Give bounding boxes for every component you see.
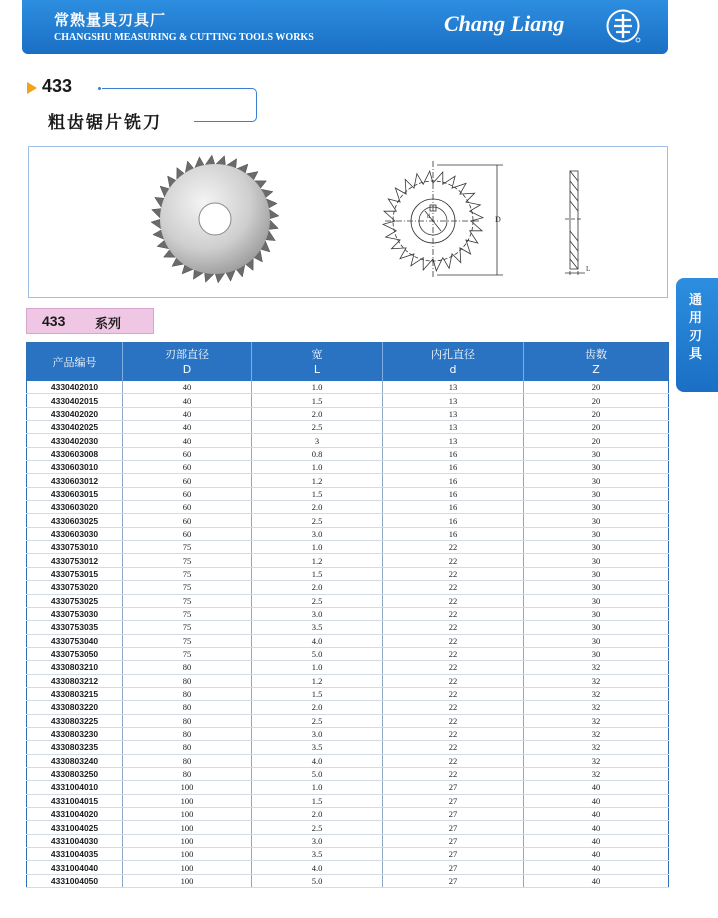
product-image-box (28, 146, 668, 298)
cell-product-code: 4330402015 (27, 394, 123, 407)
cell-bore-diameter: 22 (383, 714, 524, 727)
cell-teeth: 30 (524, 647, 669, 660)
table-row (27, 541, 669, 554)
cell-teeth: 30 (524, 541, 669, 554)
cell-teeth: 40 (524, 781, 669, 794)
cell-bore-diameter: 27 (383, 874, 524, 887)
page-header (22, 0, 668, 54)
product-illustrations (29, 147, 667, 297)
cell-width: 1.0 (252, 461, 383, 474)
cell-teeth: 40 (524, 808, 669, 821)
cell-blade-diameter: 80 (123, 727, 252, 740)
table-row (27, 634, 669, 647)
cell-blade-diameter: 80 (123, 767, 252, 780)
cell-teeth: 32 (524, 701, 669, 714)
series-text: 系列 (95, 317, 122, 332)
table-row (27, 714, 669, 727)
cell-bore-diameter: 22 (383, 727, 524, 740)
table-row (27, 527, 669, 540)
cell-bore-diameter: 27 (383, 848, 524, 861)
cell-product-code: 4330753030 (27, 607, 123, 620)
cell-product-code: 4330402020 (27, 407, 123, 420)
table-row (27, 741, 669, 754)
cell-product-code: 4331004020 (27, 808, 123, 821)
cell-teeth: 30 (524, 607, 669, 620)
cell-product-code: 4330753025 (27, 594, 123, 607)
cell-teeth: 30 (524, 554, 669, 567)
cell-teeth: 40 (524, 821, 669, 834)
spec-table (26, 342, 669, 888)
cell-blade-diameter: 80 (123, 741, 252, 754)
cell-width: 3.5 (252, 848, 383, 861)
table-row (27, 781, 669, 794)
table-row (27, 421, 669, 434)
table-row (27, 407, 669, 420)
cell-width: 1.0 (252, 661, 383, 674)
cell-width: 1.5 (252, 794, 383, 807)
product-code: 433 (42, 76, 73, 96)
cell-bore-diameter: 27 (383, 808, 524, 821)
table-row (27, 581, 669, 594)
table-row (27, 501, 669, 514)
side-tab-label: 通 用 刃 具 (689, 293, 703, 362)
table-row (27, 594, 669, 607)
cell-bore-diameter: 16 (383, 461, 524, 474)
table-row (27, 687, 669, 700)
cell-width: 1.5 (252, 394, 383, 407)
header-width: 宽 L (252, 343, 383, 382)
table-row (27, 754, 669, 767)
cell-blade-diameter: 80 (123, 701, 252, 714)
cell-bore-diameter: 27 (383, 834, 524, 847)
header-product-code: 产品编号 (27, 343, 123, 382)
cell-width: 2.0 (252, 407, 383, 420)
cell-width: 4.0 (252, 754, 383, 767)
cell-blade-diameter: 75 (123, 581, 252, 594)
cell-product-code: 4330603020 (27, 501, 123, 514)
cell-blade-diameter: 40 (123, 394, 252, 407)
cell-teeth: 30 (524, 474, 669, 487)
cell-bore-diameter: 13 (383, 407, 524, 420)
table-row (27, 848, 669, 861)
cell-product-code: 4331004030 (27, 834, 123, 847)
cell-width: 3.0 (252, 727, 383, 740)
cell-teeth: 20 (524, 434, 669, 447)
cell-teeth: 32 (524, 674, 669, 687)
cell-bore-diameter: 22 (383, 567, 524, 580)
cell-bore-diameter: 22 (383, 661, 524, 674)
cell-bore-diameter: 16 (383, 487, 524, 500)
saw-photo (151, 155, 279, 283)
side-view-drawing (565, 171, 585, 275)
cell-product-code: 4330753015 (27, 567, 123, 580)
table-row (27, 487, 669, 500)
table-row (27, 394, 669, 407)
cell-width: 2.0 (252, 808, 383, 821)
cell-width: 2.0 (252, 581, 383, 594)
cell-bore-diameter: 27 (383, 821, 524, 834)
cell-teeth: 40 (524, 848, 669, 861)
cell-bore-diameter: 22 (383, 767, 524, 780)
cell-product-code: 4330803210 (27, 661, 123, 674)
cell-blade-diameter: 100 (123, 808, 252, 821)
cell-width: 4.0 (252, 861, 383, 874)
cell-bore-diameter: 13 (383, 434, 524, 447)
cell-bore-diameter: 22 (383, 674, 524, 687)
cell-teeth: 30 (524, 527, 669, 540)
cell-teeth: 40 (524, 834, 669, 847)
cell-bore-diameter: 22 (383, 687, 524, 700)
cell-product-code: 4330803220 (27, 701, 123, 714)
cell-blade-diameter: 75 (123, 634, 252, 647)
cell-teeth: 20 (524, 381, 669, 394)
cell-product-code: 4330753012 (27, 554, 123, 567)
table-row (27, 514, 669, 527)
cell-width: 0.8 (252, 447, 383, 460)
category-side-tab[interactable] (676, 278, 718, 392)
cell-blade-diameter: 80 (123, 754, 252, 767)
cell-product-code: 4330803212 (27, 674, 123, 687)
cell-bore-diameter: 27 (383, 861, 524, 874)
cell-teeth: 20 (524, 394, 669, 407)
cell-product-code: 4330753050 (27, 647, 123, 660)
cell-blade-diameter: 40 (123, 421, 252, 434)
cell-bore-diameter: 22 (383, 741, 524, 754)
label-D: D (495, 215, 501, 224)
title-arrow-icon (27, 82, 37, 94)
cell-width: 3 (252, 434, 383, 447)
cell-blade-diameter: 40 (123, 407, 252, 420)
table-row (27, 701, 669, 714)
cell-bore-diameter: 27 (383, 781, 524, 794)
company-name-en: CHANGSHU MEASURING & CUTTING TOOLS WORKS (54, 32, 314, 43)
cell-width: 1.0 (252, 541, 383, 554)
cell-width: 1.2 (252, 474, 383, 487)
cell-product-code: 4330402025 (27, 421, 123, 434)
cell-blade-diameter: 100 (123, 794, 252, 807)
header-teeth: 齿数 Z (524, 343, 669, 382)
table-row (27, 381, 669, 394)
cell-blade-diameter: 100 (123, 861, 252, 874)
cell-teeth: 30 (524, 567, 669, 580)
cell-bore-diameter: 16 (383, 514, 524, 527)
cell-teeth: 40 (524, 861, 669, 874)
table-row (27, 794, 669, 807)
cell-product-code: 4330603025 (27, 514, 123, 527)
cell-blade-diameter: 75 (123, 541, 252, 554)
cell-bore-diameter: 16 (383, 527, 524, 540)
table-row (27, 767, 669, 780)
header-blade-diameter: 刃部直径 D (123, 343, 252, 382)
cell-blade-diameter: 60 (123, 447, 252, 460)
cell-width: 2.5 (252, 821, 383, 834)
cell-bore-diameter: 16 (383, 501, 524, 514)
cell-width: 2.5 (252, 594, 383, 607)
cell-teeth: 30 (524, 514, 669, 527)
cell-product-code: 4331004010 (27, 781, 123, 794)
cell-blade-diameter: 100 (123, 781, 252, 794)
cell-bore-diameter: 22 (383, 647, 524, 660)
cell-bore-diameter: 22 (383, 754, 524, 767)
table-header-row (27, 343, 669, 382)
cell-teeth: 32 (524, 727, 669, 740)
cell-product-code: 4330803240 (27, 754, 123, 767)
cell-width: 2.5 (252, 514, 383, 527)
cell-blade-diameter: 80 (123, 674, 252, 687)
cell-blade-diameter: 75 (123, 554, 252, 567)
cell-product-code: 4330402010 (27, 381, 123, 394)
cell-width: 5.0 (252, 874, 383, 887)
cell-width: 5.0 (252, 767, 383, 780)
cell-product-code: 4330803235 (27, 741, 123, 754)
cell-bore-diameter: 22 (383, 594, 524, 607)
table-row (27, 808, 669, 821)
cell-product-code: 4330753040 (27, 634, 123, 647)
cell-teeth: 20 (524, 407, 669, 420)
table-row (27, 861, 669, 874)
cell-product-code: 4330803225 (27, 714, 123, 727)
cell-teeth: 30 (524, 487, 669, 500)
table-row (27, 834, 669, 847)
cell-teeth: 40 (524, 874, 669, 887)
cell-width: 2.0 (252, 501, 383, 514)
cell-teeth: 32 (524, 714, 669, 727)
cell-blade-diameter: 75 (123, 594, 252, 607)
cell-product-code: 4331004025 (27, 821, 123, 834)
cell-blade-diameter: 40 (123, 381, 252, 394)
product-name: 粗齿锯片铣刀 (48, 113, 162, 133)
cell-bore-diameter: 22 (383, 541, 524, 554)
cell-blade-diameter: 75 (123, 621, 252, 634)
cell-blade-diameter: 60 (123, 461, 252, 474)
cell-teeth: 30 (524, 501, 669, 514)
table-body (27, 381, 669, 888)
cell-product-code: 4330603012 (27, 474, 123, 487)
cell-width: 3.0 (252, 527, 383, 540)
cell-teeth: 32 (524, 767, 669, 780)
cell-blade-diameter: 60 (123, 501, 252, 514)
cell-width: 1.0 (252, 381, 383, 394)
cell-teeth: 30 (524, 581, 669, 594)
series-label (26, 308, 154, 334)
cell-bore-diameter: 22 (383, 621, 524, 634)
cell-width: 1.0 (252, 781, 383, 794)
cell-width: 2.5 (252, 714, 383, 727)
table-row (27, 821, 669, 834)
cell-blade-diameter: 80 (123, 661, 252, 674)
cell-bore-diameter: 22 (383, 634, 524, 647)
cell-teeth: 30 (524, 621, 669, 634)
cell-bore-diameter: 13 (383, 381, 524, 394)
cell-product-code: 4330803215 (27, 687, 123, 700)
cell-blade-diameter: 80 (123, 714, 252, 727)
cell-width: 1.2 (252, 674, 383, 687)
cell-blade-diameter: 60 (123, 474, 252, 487)
cell-blade-diameter: 60 (123, 527, 252, 540)
cell-product-code: 4330803250 (27, 767, 123, 780)
cell-teeth: 30 (524, 461, 669, 474)
cell-bore-diameter: 22 (383, 607, 524, 620)
cell-width: 4.0 (252, 634, 383, 647)
table-row (27, 567, 669, 580)
cell-product-code: 4330753010 (27, 541, 123, 554)
cell-product-code: 4330603015 (27, 487, 123, 500)
cell-product-code: 4330753020 (27, 581, 123, 594)
cell-teeth: 32 (524, 687, 669, 700)
cell-width: 3.5 (252, 621, 383, 634)
series-code: 433 (42, 313, 66, 329)
cell-bore-diameter: 27 (383, 794, 524, 807)
cell-blade-diameter: 75 (123, 607, 252, 620)
cell-bore-diameter: 16 (383, 474, 524, 487)
cell-teeth: 32 (524, 741, 669, 754)
table-row (27, 874, 669, 887)
table-row (27, 461, 669, 474)
cell-width: 1.2 (252, 554, 383, 567)
cell-product-code: 4331004015 (27, 794, 123, 807)
cell-bore-diameter: 13 (383, 421, 524, 434)
cell-width: 2.5 (252, 421, 383, 434)
cell-width: 5.0 (252, 647, 383, 660)
table-row (27, 607, 669, 620)
table-row (27, 447, 669, 460)
cell-blade-diameter: 40 (123, 434, 252, 447)
cell-blade-diameter: 100 (123, 848, 252, 861)
label-L: L (586, 265, 591, 273)
cell-width: 3.5 (252, 741, 383, 754)
cell-product-code: 4330603008 (27, 447, 123, 460)
cell-width: 1.5 (252, 567, 383, 580)
cell-width: 3.0 (252, 834, 383, 847)
cell-teeth: 40 (524, 794, 669, 807)
cell-product-code: 4331004050 (27, 874, 123, 887)
cell-width: 1.5 (252, 487, 383, 500)
table-row (27, 434, 669, 447)
cell-blade-diameter: 60 (123, 514, 252, 527)
table-row (27, 621, 669, 634)
cell-blade-diameter: 100 (123, 874, 252, 887)
company-name-cn: 常熟量具刃具厂 (54, 11, 167, 29)
cell-product-code: 4330603030 (27, 527, 123, 540)
cell-teeth: 20 (524, 421, 669, 434)
table-row (27, 661, 669, 674)
label-d: d (427, 214, 430, 220)
cell-bore-diameter: 22 (383, 701, 524, 714)
front-view-drawing (383, 161, 503, 279)
cell-blade-diameter: 75 (123, 567, 252, 580)
cell-blade-diameter: 75 (123, 647, 252, 660)
table-row (27, 474, 669, 487)
cell-bore-diameter: 22 (383, 581, 524, 594)
cell-blade-diameter: 80 (123, 687, 252, 700)
table-row (27, 554, 669, 567)
cell-product-code: 4331004040 (27, 861, 123, 874)
cell-teeth: 30 (524, 447, 669, 460)
cell-teeth: 30 (524, 634, 669, 647)
cell-product-code: 4331004035 (27, 848, 123, 861)
cell-product-code: 4330753035 (27, 621, 123, 634)
cell-bore-diameter: 16 (383, 447, 524, 460)
table-row (27, 727, 669, 740)
cell-width: 2.0 (252, 701, 383, 714)
cell-blade-diameter: 100 (123, 834, 252, 847)
table-row (27, 647, 669, 660)
table-row (27, 674, 669, 687)
cell-teeth: 32 (524, 661, 669, 674)
cell-teeth: 32 (524, 754, 669, 767)
brand-logo-icon (605, 8, 641, 44)
header-bore-diameter: 内孔直径 d (383, 343, 524, 382)
cell-width: 1.5 (252, 687, 383, 700)
cell-bore-diameter: 13 (383, 394, 524, 407)
cell-product-code: 4330603010 (27, 461, 123, 474)
cell-width: 3.0 (252, 607, 383, 620)
cell-blade-diameter: 60 (123, 487, 252, 500)
brand-name: Chang Liang (444, 11, 565, 36)
cell-product-code: 4330402030 (27, 434, 123, 447)
cell-bore-diameter: 22 (383, 554, 524, 567)
cell-teeth: 30 (524, 594, 669, 607)
cell-blade-diameter: 100 (123, 821, 252, 834)
cell-product-code: 4330803230 (27, 727, 123, 740)
